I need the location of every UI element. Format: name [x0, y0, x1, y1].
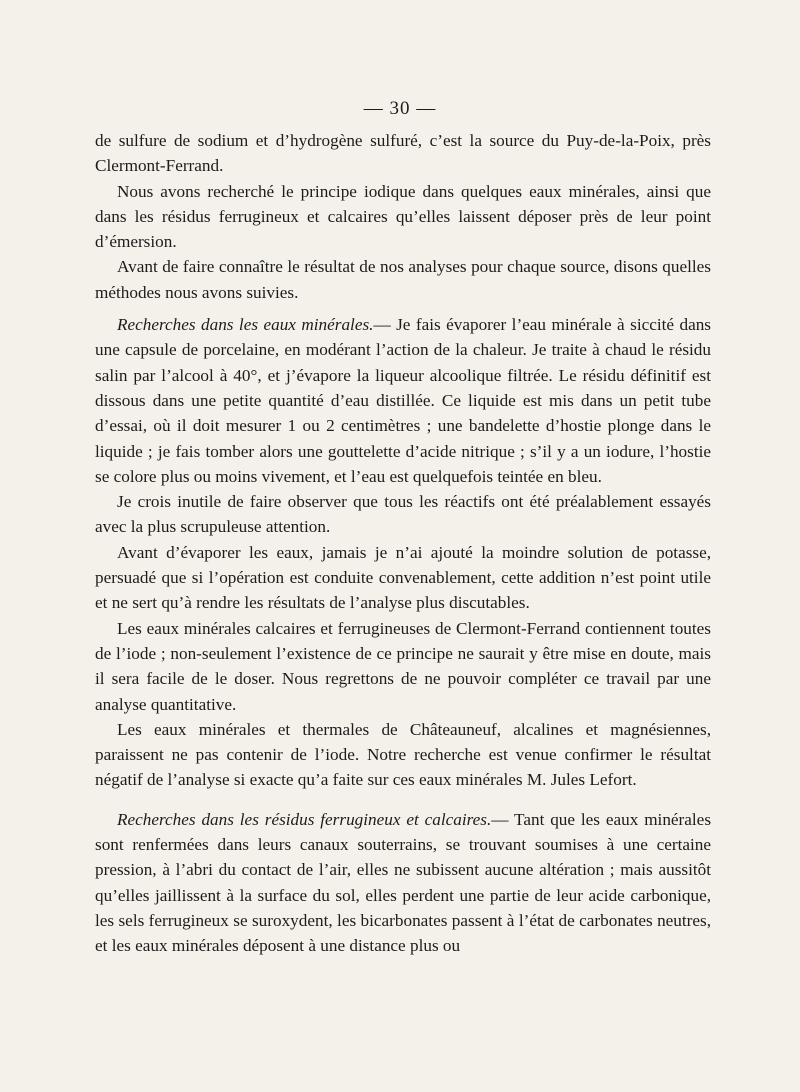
paragraph-5: Je crois inutile de faire observer que tous les réactifs ont été préalablement essayés avec la plus scrupuleuse attention. [95, 492, 711, 537]
paragraph-6: Avant d’évaporer les eaux, jamais je n’ai ajouté la moindre solution de potasse, persuadé que si l’opération est conduite convenablement, cette addition n’est point utile et ne sert qu’à rendre les résultats de l’analyse plus discutables. [95, 542, 711, 613]
section-heading-residus: Recherches dans les résidus ferrugineux et calcaires. [117, 809, 492, 829]
paragraph-4: Recherches dans les eaux minérales.— Je fais évaporer l’eau minérale à siccité dans une capsule de porcelaine, en modérant l’action de la chaleur. Je traite à chaud le résidu salin par l’alcool à 40°, et j’évapore la liqueur alcoolique filtrée. Le résidu définitif est dissous dans une petite quantité d’eau distillée. Ce liquide est mis dans un petit tube d’essai, où il doit mesurer 1 ou 2 centimètres ; une bandelette d’hostie plonge dans le liquide ; je fais tomber alors une gouttelette d’acide nitrique ; s’il y a un iodure, l’hostie se colore plus ou moins vivement, et l’eau est quelquefois teintée en bleu. [95, 315, 711, 486]
paragraph-8: Les eaux minérales et thermales de Châteauneuf, alcalines et magnésiennes, paraissent ne pas contenir de l’iode. Notre recherche est venue confirmer le résultat négatif de l’analyse si exacte qu’a faite sur ces eaux minérales M. Jules Lefort. [95, 719, 711, 790]
paragraph-9: Recherches dans les résidus ferrugineux et calcaires.— Tant que les eaux minérales sont renfermées dans leurs canaux souterrains, se trouvant soumises à une certaine pression, à l’abri du contact de l’air, elles ne subissent aucune altération ; mais aussitôt qu’elles jaillissent à la surface du sol, elles perdent une partie de leur acide carbonique, les sels ferrugineux se suroxydent, les bicarbonates passent à l’état de carbonates neutres, et les eaux minérales déposent à une distance plus ou [95, 809, 712, 956]
page-number: — 30 — [363, 98, 437, 119]
paragraph-3: Avant de faire connaître le résultat de nos analyses pour chaque source, disons quelles méthodes nous avons suivies. [95, 257, 711, 302]
paragraph-7: Les eaux minérales calcaires et ferrugineuses de Clermont-Ferrand contiennent toutes de l’iode ; non-seulement l’existence de ce principe ne saurait y être mise en doute, mais il sera facile de le doser. Nous regrettons de ne pouvoir compléter ce travail par une analyse quantitative. [95, 618, 711, 714]
body-text [95, 128, 711, 959]
section-heading-eaux: Recherches dans les eaux minérales. [117, 315, 374, 335]
paragraph-2: Nous avons recherché le principe iodique dans quelques eaux minérales, ainsi que dans les résidus ferrugineux et calcaires qu’elles laissent déposer près de leur point d’émersion. [95, 181, 711, 252]
paragraph-1: de sulfure de sodium et d’hydrogène sulfuré, c’est la source du Puy-de-la-Poix, près Clermont-Ferrand. [95, 131, 711, 176]
